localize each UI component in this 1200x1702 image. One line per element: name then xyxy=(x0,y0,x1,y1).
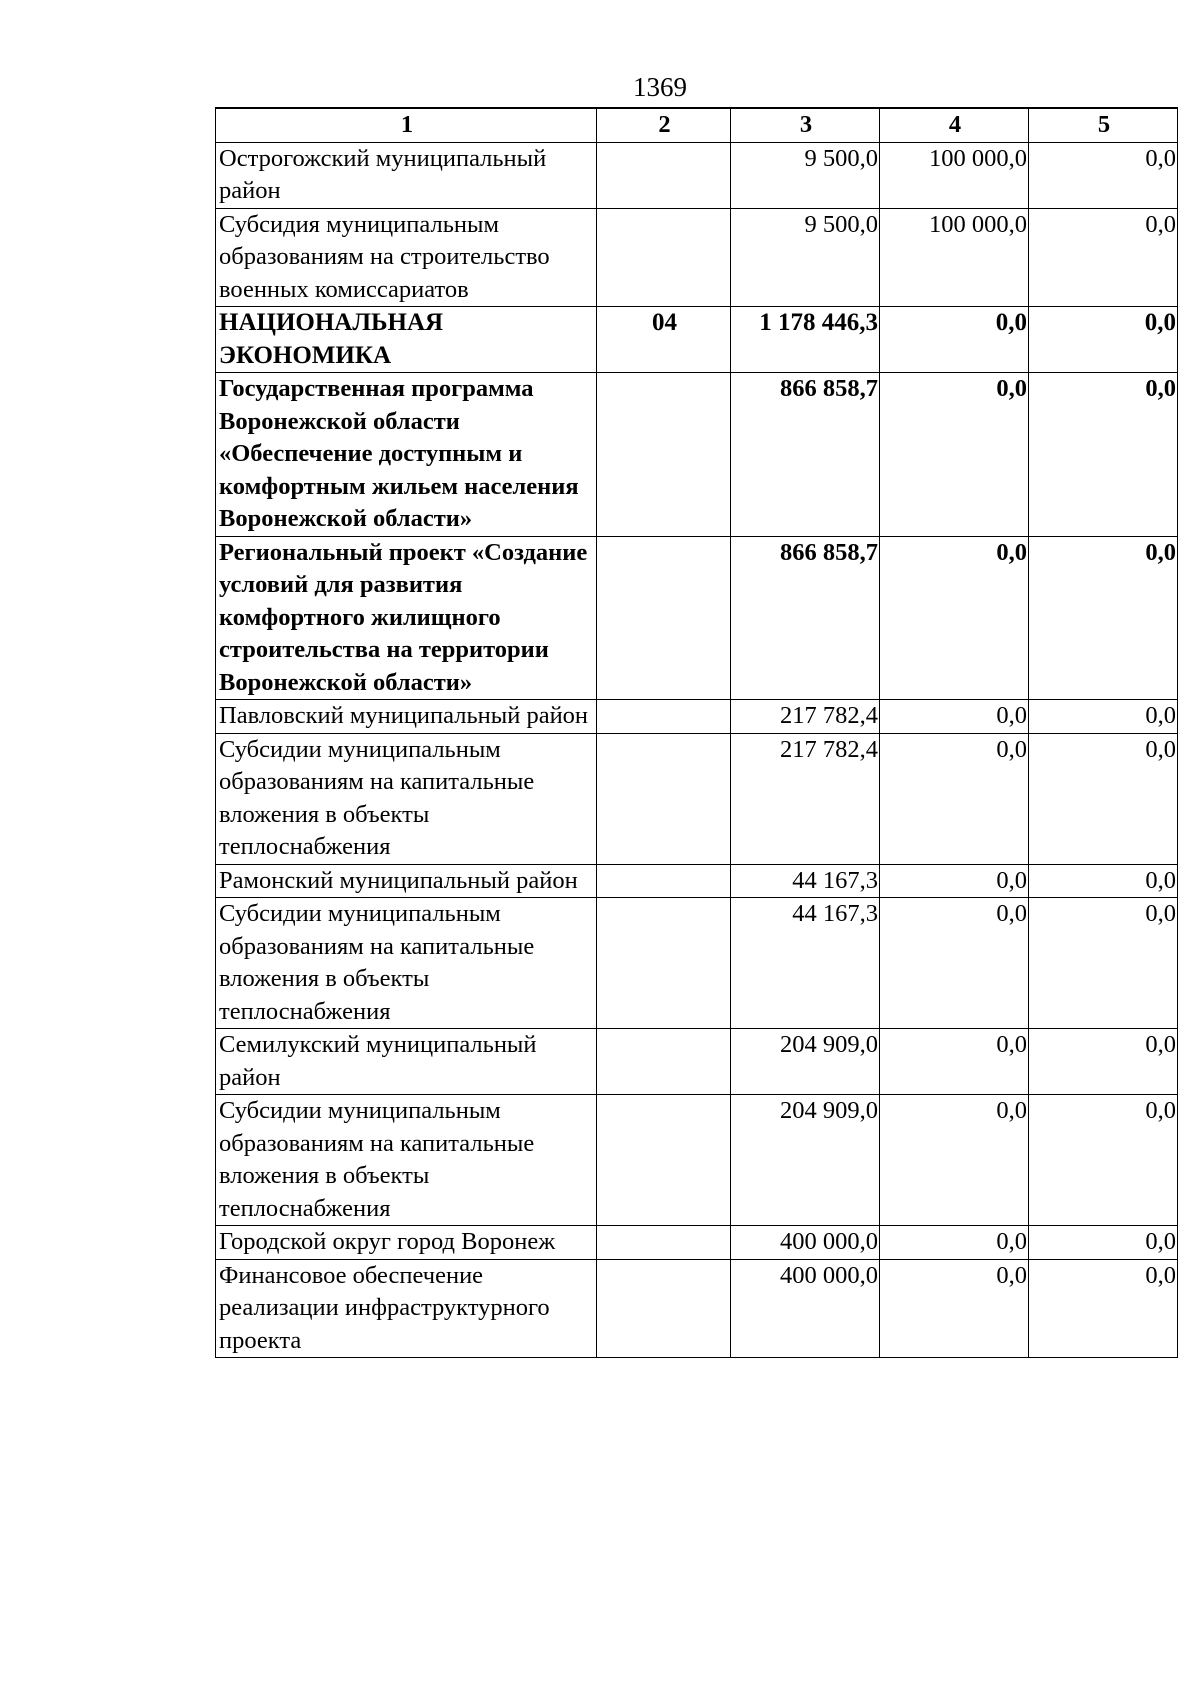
row-value-col4: 0,0 xyxy=(880,1029,1029,1095)
table-row-project xyxy=(216,536,1178,700)
header-col-2: 2 xyxy=(597,108,731,142)
row-value-col4: 0,0 xyxy=(880,864,1029,898)
row-code xyxy=(597,1226,731,1260)
row-code xyxy=(597,700,731,734)
row-value-col4: 0,0 xyxy=(880,700,1029,734)
row-value-col3: 866 858,7 xyxy=(731,373,880,537)
row-value-col3: 44 167,3 xyxy=(731,898,880,1029)
table-row-section xyxy=(216,307,1178,373)
row-value-col3: 9 500,0 xyxy=(731,208,880,307)
row-value-col3: 204 909,0 xyxy=(731,1029,880,1095)
table-row xyxy=(216,864,1178,898)
row-value-col4: 0,0 xyxy=(880,1095,1029,1226)
row-value-col5: 0,0 xyxy=(1029,536,1178,700)
row-value-col5: 0,0 xyxy=(1029,1029,1178,1095)
row-value-col3: 204 909,0 xyxy=(731,1095,880,1226)
row-code xyxy=(597,1029,731,1095)
table-row xyxy=(216,898,1178,1029)
table-row xyxy=(216,1095,1178,1226)
row-value-col5: 0,0 xyxy=(1029,1259,1178,1358)
row-value-col5: 0,0 xyxy=(1029,373,1178,537)
table-row xyxy=(216,142,1178,208)
table-row xyxy=(216,733,1178,864)
table-row xyxy=(216,1226,1178,1260)
row-name: Субсидии муниципальным образованиям на капитальные вложения в объекты теплоснабжения xyxy=(216,1095,597,1226)
header-col-1: 1 xyxy=(216,108,597,142)
row-name: Семилукский муниципальный район xyxy=(216,1029,597,1095)
row-value-col4: 0,0 xyxy=(880,898,1029,1029)
page-number: 1369 xyxy=(633,72,687,102)
row-name: Государственная программа Воронежской области «Обеспечение доступным и комфортным жильем населения Воронежской области» xyxy=(216,373,597,537)
table-body xyxy=(216,142,1178,1358)
row-value-col5: 0,0 xyxy=(1029,898,1178,1029)
row-value-col5: 0,0 xyxy=(1029,208,1178,307)
row-name: Субсидии муниципальным образованиям на капитальные вложения в объекты теплоснабжения xyxy=(216,898,597,1029)
row-value-col5: 0,0 xyxy=(1029,700,1178,734)
row-value-col4: 0,0 xyxy=(880,536,1029,700)
row-value-col4: 0,0 xyxy=(880,1226,1029,1260)
header-col-5: 5 xyxy=(1029,108,1178,142)
table-header xyxy=(216,108,1178,142)
row-value-col4: 0,0 xyxy=(880,733,1029,864)
row-value-col5: 0,0 xyxy=(1029,864,1178,898)
row-value-col3: 400 000,0 xyxy=(731,1226,880,1260)
table-row-program xyxy=(216,373,1178,537)
row-code xyxy=(597,1095,731,1226)
row-code xyxy=(597,864,731,898)
row-name: Субсидии муниципальным образованиям на капитальные вложения в объекты теплоснабжения xyxy=(216,733,597,864)
table-row xyxy=(216,700,1178,734)
table-row xyxy=(216,208,1178,307)
row-name: Субсидия муниципальным образованиям на строительство военных комиссариатов xyxy=(216,208,597,307)
row-value-col3: 9 500,0 xyxy=(731,142,880,208)
row-value-col5: 0,0 xyxy=(1029,142,1178,208)
row-name: Городской округ город Воронеж xyxy=(216,1226,597,1260)
row-name: НАЦИОНАЛЬНАЯ ЭКОНОМИКА xyxy=(216,307,597,373)
row-code xyxy=(597,898,731,1029)
row-value-col3: 44 167,3 xyxy=(731,864,880,898)
row-code xyxy=(597,208,731,307)
row-code xyxy=(597,1259,731,1358)
header-row xyxy=(216,108,1178,142)
row-value-col4: 100 000,0 xyxy=(880,142,1029,208)
row-value-col4: 0,0 xyxy=(880,307,1029,373)
budget-table xyxy=(215,107,1178,1358)
row-value-col5: 0,0 xyxy=(1029,1226,1178,1260)
row-value-col5: 0,0 xyxy=(1029,1095,1178,1226)
row-value-col5: 0,0 xyxy=(1029,733,1178,864)
row-value-col3: 866 858,7 xyxy=(731,536,880,700)
row-name: Региональный проект «Создание условий для развития комфортного жилищного строительства на территории Воронежской области» xyxy=(216,536,597,700)
row-name: Павловский муниципальный район xyxy=(216,700,597,734)
row-name: Рамонский муниципальный район xyxy=(216,864,597,898)
row-name: Острогожский муниципальный район xyxy=(216,142,597,208)
row-value-col3: 1 178 446,3 xyxy=(731,307,880,373)
row-value-col4: 0,0 xyxy=(880,373,1029,537)
header-col-3: 3 xyxy=(731,108,880,142)
header-col-4: 4 xyxy=(880,108,1029,142)
table-row xyxy=(216,1259,1178,1358)
row-name: Финансовое обеспечение реализации инфраструктурного проекта xyxy=(216,1259,597,1358)
row-value-col4: 100 000,0 xyxy=(880,208,1029,307)
row-code xyxy=(597,142,731,208)
row-value-col3: 400 000,0 xyxy=(731,1259,880,1358)
table-row xyxy=(216,1029,1178,1095)
row-code: 04 xyxy=(597,307,731,373)
row-value-col3: 217 782,4 xyxy=(731,733,880,864)
row-value-col3: 217 782,4 xyxy=(731,700,880,734)
row-value-col5: 0,0 xyxy=(1029,307,1178,373)
row-code xyxy=(597,733,731,864)
row-value-col4: 0,0 xyxy=(880,1259,1029,1358)
row-code xyxy=(597,536,731,700)
row-code xyxy=(597,373,731,537)
